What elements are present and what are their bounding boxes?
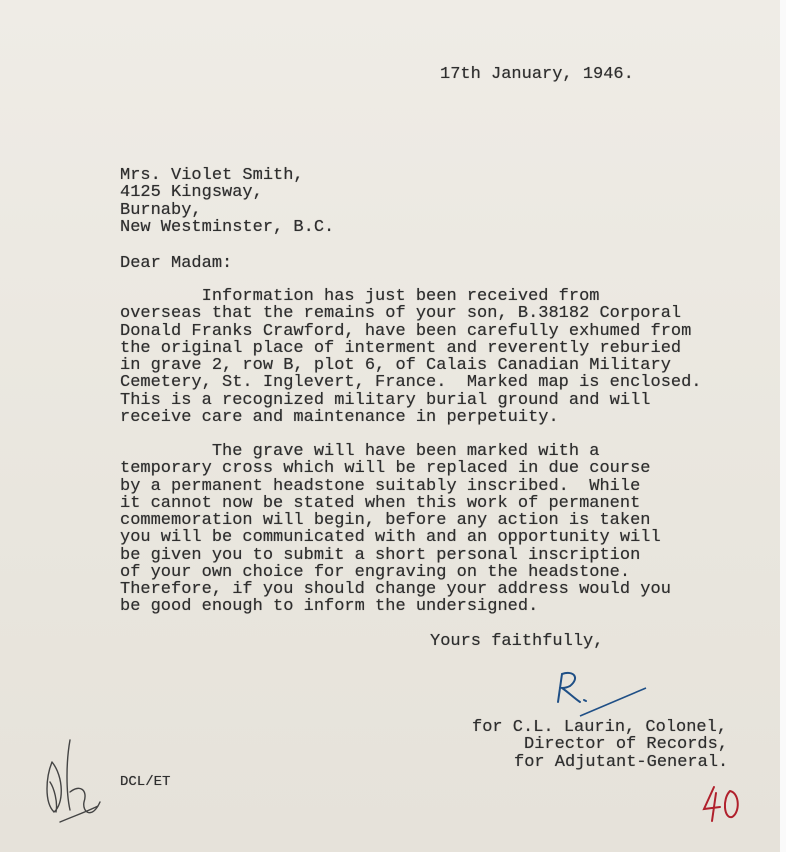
page-edge xyxy=(780,0,786,852)
handwritten-number-40 xyxy=(700,785,750,825)
text-line: Therefore, if you should change your address would you xyxy=(120,580,671,599)
handwritten-signature xyxy=(540,668,650,718)
reference-initials: DCL/ET xyxy=(120,774,171,790)
text-line: The grave will have been marked with a xyxy=(120,442,600,461)
signature-line: for Adjutant-General. xyxy=(514,752,729,772)
text-line: in grave 2, row B, plot 6, of Calais Canadian Military xyxy=(120,356,671,375)
address-line: New Westminster, B.C. xyxy=(120,217,335,237)
address-line: Burnaby, xyxy=(120,200,202,220)
text-line: overseas that the remains of your son, B.38182 Corporal xyxy=(120,304,682,324)
text-line: it cannot now be stated when this work of permanent xyxy=(120,493,641,513)
text-line: of your own choice for engraving on the headstone. xyxy=(120,562,631,582)
letter-date: 17th January, 1946. xyxy=(440,65,634,84)
text-line: commemoration will begin, before any action is taken xyxy=(120,511,651,530)
text-line: This is a recognized military burial ground and will xyxy=(120,390,651,410)
text-line: receive care and maintenance in perpetuity. xyxy=(120,407,559,427)
text-line: Cemetery, St. Inglevert, France. Marked map is enclosed. xyxy=(120,373,702,393)
address-line: 4125 Kingsway, xyxy=(120,183,263,203)
text-line: by a permanent headstone suitably inscribed. While xyxy=(120,476,641,496)
closing: Yours faithfully, xyxy=(430,632,604,651)
text-line: the original place of interment and reverently reburied xyxy=(120,338,682,358)
signature-block xyxy=(472,719,728,771)
salutation: Dear Madam: xyxy=(120,254,233,273)
paragraph-2 xyxy=(120,443,671,616)
text-line: Donald Franks Crawford, have been carefully exhumed from xyxy=(120,321,692,341)
text-line: you will be communicated with and an opportunity will xyxy=(120,528,661,548)
address-line: Mrs. Violet Smith, xyxy=(120,166,304,185)
text-line: be given you to submit a short personal inscription xyxy=(120,545,641,565)
paragraph-1 xyxy=(120,288,702,426)
signature-line: Director of Records, xyxy=(524,735,729,755)
recipient-address xyxy=(120,167,334,236)
handwritten-initials xyxy=(40,732,110,827)
signature-line: for C.L. Laurin, Colonel, xyxy=(472,718,728,737)
text-line: Information has just been received from xyxy=(120,287,600,306)
text-line: temporary cross which will be replaced in due course xyxy=(120,459,651,479)
text-line: be good enough to inform the undersigned. xyxy=(120,597,539,617)
